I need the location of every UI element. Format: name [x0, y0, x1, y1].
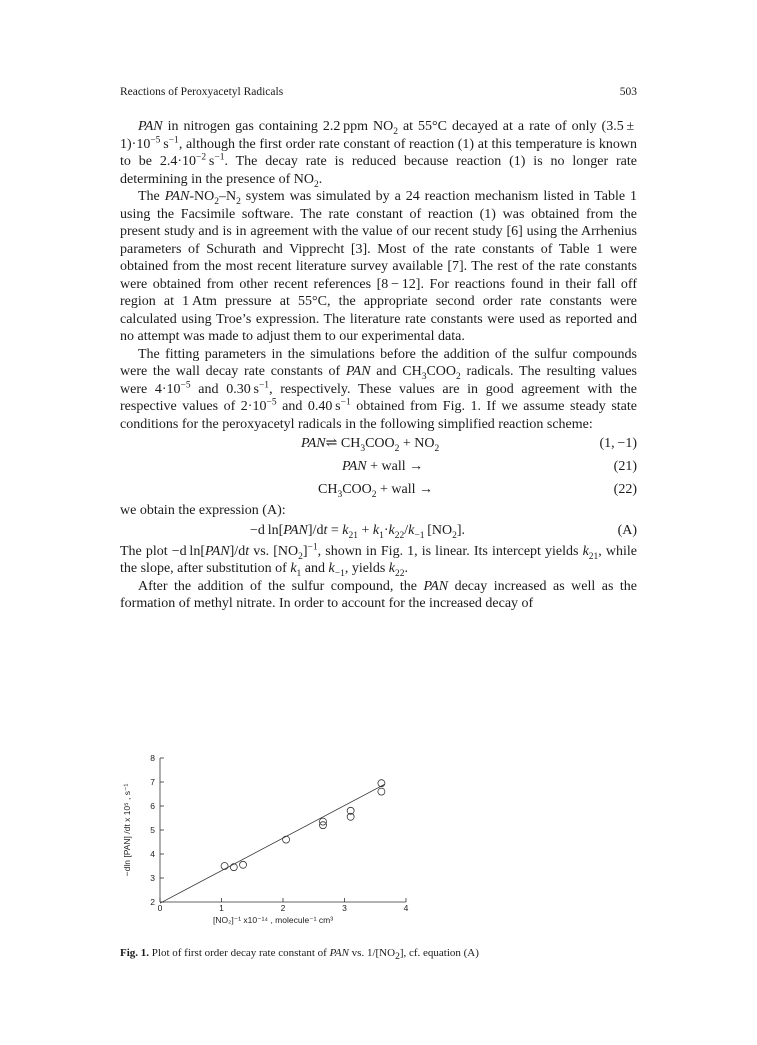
text-run: decay increased as well as the formation of methyl nitrate. In order to account for the increased decay of [120, 578, 637, 611]
text-run: –N [218, 189, 237, 204]
superscript-run: −2 [196, 152, 207, 163]
y-axis-label: −dln [PAN] /dt x 10⁵ , s⁻¹ [122, 783, 132, 877]
italic-run: k [388, 522, 395, 538]
text-run: , yields [344, 561, 389, 576]
text-run: obtained from Fig. 1. If we assume steady state conditions for the peroxyacetyl radicals in the following simplified reaction scheme: [120, 399, 638, 432]
equation-1-text [301, 435, 439, 453]
x-tick-label: 4 [403, 903, 409, 913]
subscript-run: 2 [434, 443, 440, 454]
paragraph-plot-description [120, 543, 637, 578]
body-text [120, 118, 637, 613]
italic-run: k [328, 561, 335, 576]
data-point [378, 788, 385, 795]
italic-run: k [372, 522, 380, 538]
text-run: Plot of first order decay rate constant of [149, 947, 330, 959]
data-point [221, 863, 228, 870]
page-number: 503 [619, 86, 637, 98]
text-run: · [383, 522, 389, 538]
x-tick-label: 2 [280, 903, 286, 913]
superscript-run: −1 [214, 152, 225, 163]
figure-caption [120, 947, 637, 963]
text-run: at 55°C decayed at a rate of only (3.5 ± 1)·10 [120, 119, 637, 152]
text-run: and 0.30 s [190, 381, 259, 397]
italic-run: PAN [329, 947, 349, 959]
equation-22-number: (22) [613, 482, 637, 497]
figure-caption-label: Fig. 1. [120, 947, 150, 959]
paragraph-expression-intro [120, 502, 637, 520]
x-axis-label: [NO₂]⁻¹ x10⁻¹⁴ , molecule⁻¹ cm³ [212, 915, 334, 925]
subscript-run: 3 [421, 371, 427, 382]
text-run: . [318, 171, 323, 187]
y-tick-label: 6 [150, 801, 155, 811]
x-tick-label: 3 [342, 903, 347, 913]
text-run: we obtain the expression (A): [120, 503, 286, 518]
text-run: and 0.40 s [276, 399, 341, 414]
text-run: and CH [370, 364, 422, 379]
paragraph-sulfur-addition [120, 578, 637, 613]
text-run: -NO [189, 189, 215, 204]
running-head [120, 86, 637, 104]
text-run: COO [342, 482, 372, 497]
subscript-run: −1 [334, 568, 345, 579]
italic-run: PAN [205, 543, 230, 559]
text-run: , although the first order rate constant of reaction (1) at this temperature is known to be 2.4·10 [120, 136, 637, 169]
data-point [230, 864, 237, 871]
italic-run: k [408, 522, 415, 538]
italic-run: PAN [138, 119, 163, 134]
text-run: CH [318, 482, 338, 497]
text-run: + wall → [376, 482, 434, 497]
subscript-run: 3 [337, 489, 343, 500]
equation-21-number: (21) [613, 459, 637, 474]
italic-run: PAN [423, 578, 449, 594]
text-run: [NO [424, 522, 453, 538]
y-tick-label: 2 [150, 897, 155, 907]
figure-1-chart [120, 752, 440, 942]
text-run: and [301, 561, 329, 576]
subscript-run: 2 [393, 126, 398, 137]
italic-run: PAN [301, 436, 326, 451]
subscript-run: 2 [394, 443, 400, 454]
text-run: After the addition of the sulfur compound, the [138, 578, 424, 594]
paragraph-simulation [120, 188, 637, 346]
figure-caption-text [149, 947, 479, 963]
running-head-title: Reactions of Peroxyacetyl Radicals [120, 86, 284, 98]
text-run: / [404, 522, 409, 538]
x-tick-label: 0 [157, 903, 163, 913]
regression-line [160, 784, 384, 903]
superscript-run: −1 [340, 397, 351, 408]
text-run: ]/d [229, 543, 246, 559]
y-tick-label: 5 [150, 825, 155, 835]
subscript-run: 2 [236, 196, 241, 207]
subscript-run: 2 [452, 530, 457, 541]
superscript-run: −1 [168, 134, 179, 145]
superscript-run: −5 [180, 379, 191, 390]
text-run: + [357, 522, 373, 538]
subscript-run: 2 [298, 551, 303, 562]
equation-21 [120, 456, 637, 479]
text-run: system was simulated by a 24 reaction mechanism listed in Table 1 using the Facsimile software. The rate constant of reaction (1) was obtained from the present study and is in agreement with the value of our recent study [6] using the Arrhenius parameters of Schurath and Vipprecht [3]. Most of the rate constants of Table 1 were obtained from the most recent literature survey available [7]. The rest of the rate constants were obtained from other recent references [8 − 12]. For reactions found in their fall off region at 1 Atm pressure at 55°C, the appropriate second order rate constants were calculated using Troe’s expression. The literature rate constants were used as reported and no attempt was made to adjust them to our experimental data. [120, 189, 638, 344]
equation-a-text [250, 522, 465, 540]
subscript-run: 1 [379, 530, 384, 541]
equation-21-text [342, 458, 423, 476]
subscript-run: 2 [214, 196, 219, 207]
data-point [283, 836, 290, 843]
equation-22-text [318, 481, 433, 499]
italic-run: PAN [164, 189, 190, 204]
text-run: in nitrogen gas containing 2.2 ppm NO [162, 119, 394, 134]
equation-22 [120, 479, 637, 502]
text-run: radicals. The resulting values were 4·10 [120, 364, 637, 397]
text-run: −d ln[ [250, 522, 284, 538]
text-run: + NO [399, 436, 435, 451]
text-run: s [160, 136, 169, 152]
text-run: COO [426, 364, 457, 379]
subscript-run: 22 [394, 530, 405, 541]
text-run: COO [365, 436, 395, 451]
subscript-run: 3 [360, 443, 366, 454]
text-run: The [138, 189, 165, 204]
subscript-run: 22 [395, 568, 405, 579]
subscript-run: 21 [348, 530, 358, 541]
equation-a-number: (A) [617, 522, 637, 538]
superscript-run: −1 [258, 379, 270, 390]
subscript-run: −1 [414, 530, 425, 541]
equation-1-number: (1, −1) [599, 436, 637, 451]
text-run: . The decay rate is reduced because reaction (1) is no longer rate determining in the presence of NO [120, 154, 638, 187]
equation-a [120, 520, 637, 543]
italic-run: k [388, 561, 395, 576]
y-tick-label: 7 [150, 777, 155, 787]
italic-run: k [582, 543, 589, 559]
equation-1 [120, 433, 637, 456]
text-run: s [206, 154, 215, 169]
italic-run: PAN [283, 522, 308, 538]
y-tick-label: 8 [150, 753, 155, 763]
subscript-run: 2 [314, 179, 319, 190]
superscript-run: −5 [266, 397, 277, 408]
superscript-run: −5 [150, 134, 161, 145]
subscript-run: 1 [296, 568, 302, 579]
text-run: The plot −d ln[ [120, 543, 205, 559]
italic-run: k [342, 522, 349, 538]
text-run: + wall → [366, 459, 424, 474]
text-run: vs. 1/[NO [348, 947, 396, 959]
text-run: ]. [456, 522, 466, 538]
y-tick-label: 3 [150, 873, 155, 883]
subscript-run: 21 [588, 551, 599, 562]
text-run: ], cf. equation (A) [399, 947, 479, 959]
italic-run: t [245, 543, 250, 559]
text-run: ⇌ CH [325, 436, 361, 451]
paragraph-pan-decay [120, 118, 637, 188]
italic-run: k [290, 561, 297, 576]
x-tick-label: 1 [219, 903, 224, 913]
superscript-run: −1 [307, 541, 318, 552]
subscript-run: 2 [371, 489, 377, 500]
paragraph-fitting-parameters [120, 346, 637, 434]
text-run: = [327, 522, 343, 538]
text-run: vs. [NO [249, 543, 299, 559]
italic-run: PAN [342, 459, 367, 474]
text-run: The fitting parameters in the simulations before the addition of the sulfur compounds were the wall decay rate constants of [120, 346, 637, 379]
text-run: , shown in Fig. 1, is linear. Its intercept yields [317, 543, 583, 559]
data-point [240, 861, 247, 868]
subscript-run: 2 [456, 371, 461, 382]
text-run: , while the slope, after substitution of [120, 543, 637, 576]
italic-run: t [323, 522, 328, 538]
figure-1 [120, 752, 440, 942]
subscript-run: 2 [395, 952, 400, 963]
text-run: , respectively. These values are in good agreement with the respective values of 2·10 [120, 381, 637, 414]
text-run: ] [302, 543, 308, 559]
italic-run: PAN [345, 364, 371, 379]
text-run: ]/d [307, 522, 324, 538]
y-tick-label: 4 [150, 849, 155, 859]
text-run: . [404, 561, 408, 576]
